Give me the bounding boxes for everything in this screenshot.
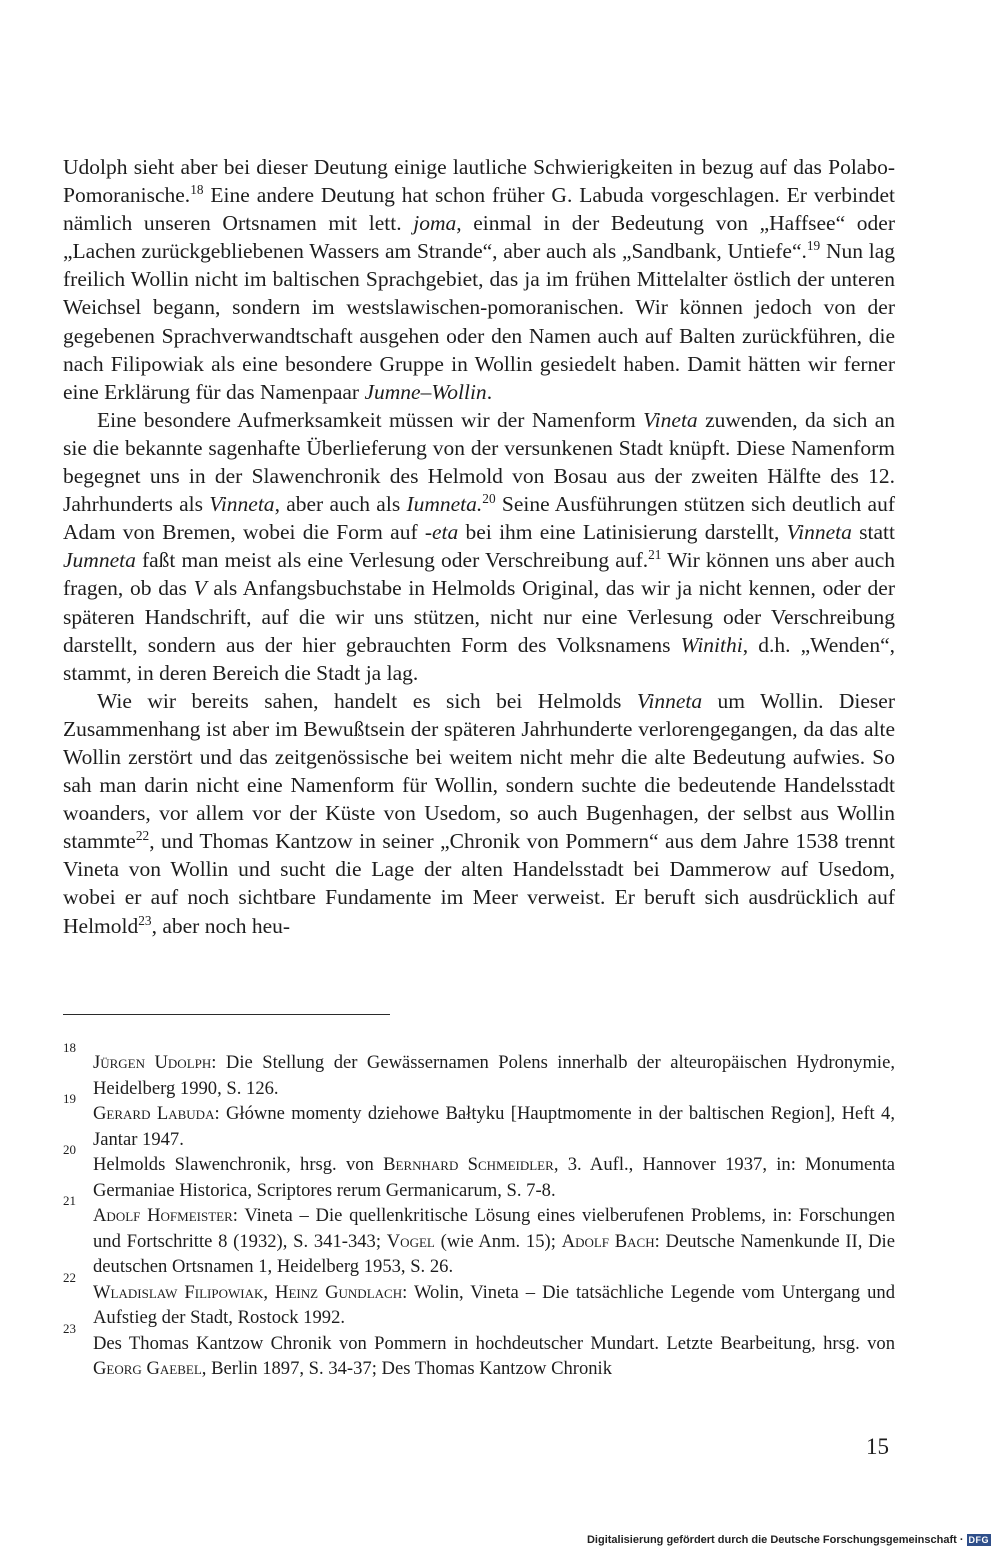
footnote-text: Helmolds Slawenchronik, hrsg. von (93, 1154, 384, 1175)
text-run: Udolph sieht aber bei dieser Deutung einige lautliche Schwierigkeiten in bezug auf das Polabo-Pomoranische. (63, 155, 895, 208)
italic-term: joma (413, 211, 457, 236)
footnote-text: (wie Anm. 15); (434, 1230, 562, 1252)
text-run: Wir können uns aber auch fragen, ob das (63, 548, 895, 601)
footnote-text: Des Thomas Kantzow Chronik von Pommern in hochdeutscher Mundart. Letzte Bearbeitung, hrsg. von (93, 1332, 895, 1354)
footnote-text: : Die Stellung der Gewässernamen Polens innerhalb der alteuropäischen Hydronymie, Heidelberg 1990, S. 126. (93, 1052, 895, 1099)
footnote-number: 21 (63, 1193, 76, 1208)
footnote-number: 20 (63, 1142, 76, 1157)
footnote-number: 18 (63, 1040, 76, 1055)
footnote-text: : Wolin, Vineta – Die tatsächliche Legende vom Untergang und Aufstieg der Stadt, Rostock 1992. (93, 1281, 895, 1328)
text-run: , aber auch als (274, 492, 407, 517)
text-run: Seine Ausführungen stützen sich deutlich auf Adam von Bremen, wobei die Form auf (63, 492, 896, 545)
italic-term: -eta (424, 520, 459, 545)
paragraph (63, 687, 895, 940)
funding-text: Digitalisierung gefördert durch die Deutsche Forschungsgemeinschaft · (586, 1534, 964, 1546)
footnote-text: : Vineta – Die quellenkritische Lösung eines vielberufenen Problems, in: Forschungen und Fortschritte 8 (1932), S. 341-343; (93, 1205, 895, 1252)
text-run: Eine besondere Aufmerksamkeit müssen wir der Namenform (97, 407, 644, 432)
footnotes (63, 1040, 895, 1382)
footnote (63, 1142, 895, 1203)
footnote (63, 1091, 895, 1152)
footnote-number: 22 (63, 1269, 76, 1285)
italic-term: Winithi (680, 632, 743, 657)
footnote (63, 1193, 895, 1280)
text-run: als Anfangsbuchstabe in Helmolds Original, das wir ja nicht kennen, oder der späteren Handschrift, auf die wir uns stützen, nicht nur eine Verlesung oder Verschreibung darstellt, sondern aus der hier gebrauchten Form des Volksnamens (63, 576, 895, 657)
text-run: , d.h. „Wenden“, stammt, in deren Bereich die Stadt ja lag. (63, 632, 895, 685)
footnote-ref: 23 (138, 912, 152, 928)
text-run: , einmal in der Bedeutung von „Haffsee“ oder „Lachen zurückgebliebenen Wassers am Strande“, aber auch als „Sandbank, Untiefe“. (63, 211, 895, 264)
footnote-ref: 21 (648, 547, 662, 563)
dfg-logo-icon: DFG (968, 1535, 989, 1545)
text-run: Eine andere Deutung hat schon früher G. Labuda vorgeschlagen. Er verbindet nämlich unseren Ortsnamen mit lett. (63, 183, 895, 236)
footnote-ref: 22 (135, 828, 150, 844)
italic-term: V (193, 576, 207, 601)
text-run: Nun lag freilich Wollin nicht im baltischen Sprachgebiet, das ja im frühen Mittelalter östlich der unteren Weichsel begann, sondern im westslawischen-pomoranischen. Wir können jedoch von der gegebenen Sprachverwandtschaft ausgehen oder den Namen auch auf Balten zurückführen, die nach Filipowiak als eine besondere Gruppe in Wollin gesiedelt haben. Damit hätten wir ferner eine Erklärung für das Namenpaar (63, 239, 895, 404)
italic-term: Vinneta (209, 492, 275, 517)
text-run: faßt man meist als eine Verlesung oder Verschreibung auf. (135, 548, 649, 573)
footnote-ref: 18 (190, 181, 204, 197)
italic-term: Iumneta. (406, 492, 483, 517)
footnote (63, 1269, 895, 1331)
footnote (63, 1040, 895, 1101)
footnote (63, 1320, 895, 1382)
text-run: bei ihm eine Latinisierung darstellt, (458, 520, 787, 545)
text-run: , aber noch heu- (151, 913, 291, 938)
author-name: Adolf Hofmeister (93, 1205, 233, 1226)
footnote-ref: 19 (806, 238, 821, 254)
author-name: Georg Gaebel (93, 1358, 202, 1379)
italic-term: Jumneta (63, 548, 136, 573)
footnote-ref: 20 (482, 490, 496, 506)
text-run: Wie wir bereits sahen, handelt es sich bei Helmolds (97, 688, 637, 713)
author-name: Bernhard Schmeidler (383, 1154, 554, 1175)
text-run: zuwenden, da sich an sie die bekannte sagenhafte Überlieferung von der versunkenen Stadt knüpft. Diese Namenform begegnet uns in der Slawenchronik des Helmold von Bosau aus der zweiten Hälfte des 12. Jahrhunderts als (63, 407, 896, 517)
footnote-text: , 3. Aufl., Hannover 1937, in: Monumenta Germaniae Historica, Scriptores rerum Germanicarum, S. 7-8. (93, 1154, 895, 1201)
author-name: Adolf Bach (561, 1230, 655, 1252)
page-number: 15 (866, 1434, 889, 1459)
italic-term: Vineta (643, 407, 698, 432)
italic-term: Vinneta (636, 688, 703, 713)
author-name: Gerard Labuda (93, 1103, 215, 1124)
text-run: . (486, 379, 493, 404)
footnote-separator (63, 1014, 390, 1015)
funding-banner (587, 1534, 991, 1546)
author-name: Wladislaw Filipowiak, Heinz Gundlach (93, 1281, 403, 1303)
text-run: , und Thomas Kantzow in seiner „Chronik von Pommern“ aus dem Jahre 1538 trennt Vineta von Wollin und sucht die Lage der alten Handelsstadt bei Dammerow auf Usedom, wobei er auf noch sichtbare Fundamente im Meer verweist. Er beruft sich ausdrücklich auf Helmold (63, 829, 895, 938)
author-name: Vogel (386, 1230, 435, 1252)
author-name: Jürgen Udolph (93, 1052, 212, 1073)
text-run: statt (851, 520, 895, 545)
italic-term: Jumne–Wollin (364, 379, 487, 404)
italic-term: Vinneta (786, 520, 852, 545)
text-run: um Wollin. Dieser Zusammenhang ist aber im Bewußtsein der späteren Jahrhunderte verlorengegangen, da das alte Wollin zerstört und das zeitgenössische bei weitem nicht mehr die alte Bedeutung aufwies. So sah man darin nicht eine Namenform für Wollin, sondern suchte die bedeutende Handelsstadt woanders, vor allem vor der Küste von Usedom, so auch Bugenhagen, der selbst aus Wollin stammte (63, 688, 895, 854)
paragraph (63, 153, 895, 406)
footnote-text: : Główne momenty dziehowe Bałtyku [Hauptmomente in der baltischen Region], Heft 4, Jantar 1947. (93, 1103, 895, 1150)
footnote-number: 23 (63, 1320, 76, 1336)
main-text (63, 153, 895, 940)
footnote-text: , Berlin 1897, S. 34-37; Des Thomas Kantzow Chronik (201, 1358, 613, 1379)
footnote-number: 19 (63, 1091, 76, 1106)
paragraph (63, 406, 895, 687)
footnote-text: : Deutsche Namenkunde II, Die deutschen Ortsnamen 1, Heidelberg 1953, S. 26. (93, 1230, 895, 1277)
